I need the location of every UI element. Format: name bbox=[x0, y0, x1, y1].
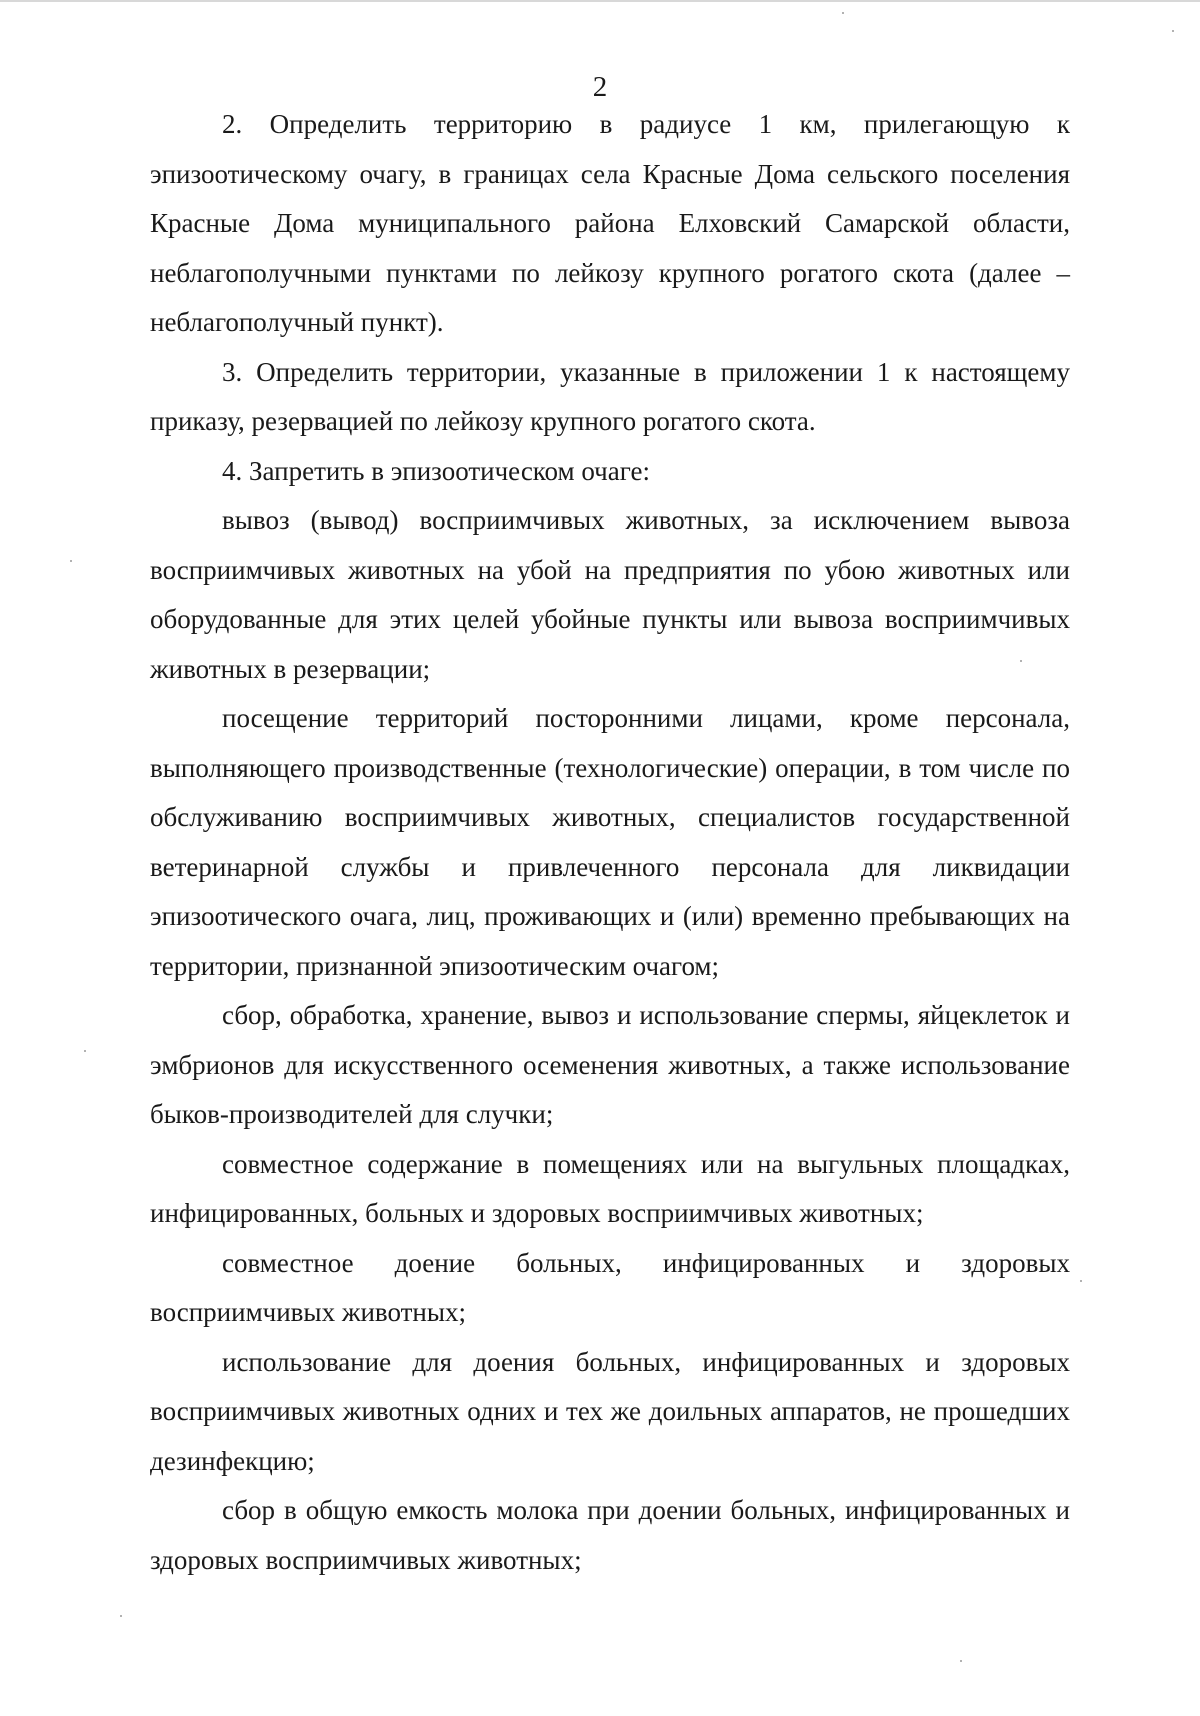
scan-top-edge bbox=[0, 0, 1200, 2]
paragraph-item-4: 4. Запретить в эпизоотическом очаге: bbox=[222, 455, 650, 486]
paragraph-prohibition-semen: сбор, обработка, хранение, вывоз и использование спермы, яйцеклеток и эмбрионов для искусственного осеменения животных, а также использование быков-производителей для случки; bbox=[150, 1000, 1070, 1129]
paragraph-prohibition-export: вывоз (вывод) восприимчивых животных, за исключением вывоза восприимчивых животных на убой на предприятия по убою животных или оборудованные для этих целей убойные пункты или вывоза восприимчивых животных в резервации; bbox=[150, 505, 1070, 684]
scan-speck bbox=[84, 1050, 86, 1052]
paragraph-prohibition-milk-collection: сбор в общую емкость молока при доении больных, инфицированных и здоровых восприимчивых животных; bbox=[150, 1495, 1070, 1575]
scan-speck bbox=[960, 1660, 962, 1662]
scan-speck bbox=[1172, 30, 1174, 32]
scan-speck bbox=[1080, 1280, 1082, 1282]
document-body bbox=[150, 100, 1070, 1585]
scan-speck bbox=[120, 1615, 122, 1617]
scan-speck bbox=[70, 560, 72, 562]
paragraph-prohibition-joint-milking: совместное доение больных, инфицированных и здоровых восприимчивых животных; bbox=[150, 1247, 1070, 1327]
scan-speck bbox=[1020, 660, 1022, 662]
scan-speck bbox=[842, 12, 844, 14]
paragraph-prohibition-milking-equipment: использование для доения больных, инфицированных и здоровых восприимчивых животных одних и тех же доильных аппаратов, не прошедших дезинфекцию; bbox=[150, 1346, 1070, 1476]
page-number: 2 bbox=[592, 71, 608, 103]
paragraph-item-3: 3. Определить территории, указанные в приложении 1 к настоящему приказу, резервацией по лейкозу крупного рогатого скота. bbox=[150, 356, 1070, 436]
paragraph-prohibition-visits: посещение территорий посторонними лицами, кроме персонала, выполняющего производственные (технологические) операции, в том числе по обслуживанию восприимчивых животных, специалистов государственной ветеринарной службы и привлеченного персонала для ликвидации эпизоотического очага, лиц, проживающих и (или) временно пребывающих на территории, признанной эпизоотическим очагом; bbox=[150, 703, 1070, 981]
paragraph-item-2: 2. Определить территорию в радиусе 1 км, прилегающую к эпизоотическому очагу, в границах села Красные Дома сельского поселения Красные Дома муниципального района Елховский Самарской области, неблагополучными пунктами по лейкозу крупного рогатого скота (далее – неблагополучный пункт). bbox=[150, 109, 1070, 337]
paragraph-prohibition-joint-keeping: совместное содержание в помещениях или на выгульных площадках, инфицированных, больных и здоровых восприимчивых животных; bbox=[150, 1148, 1070, 1228]
